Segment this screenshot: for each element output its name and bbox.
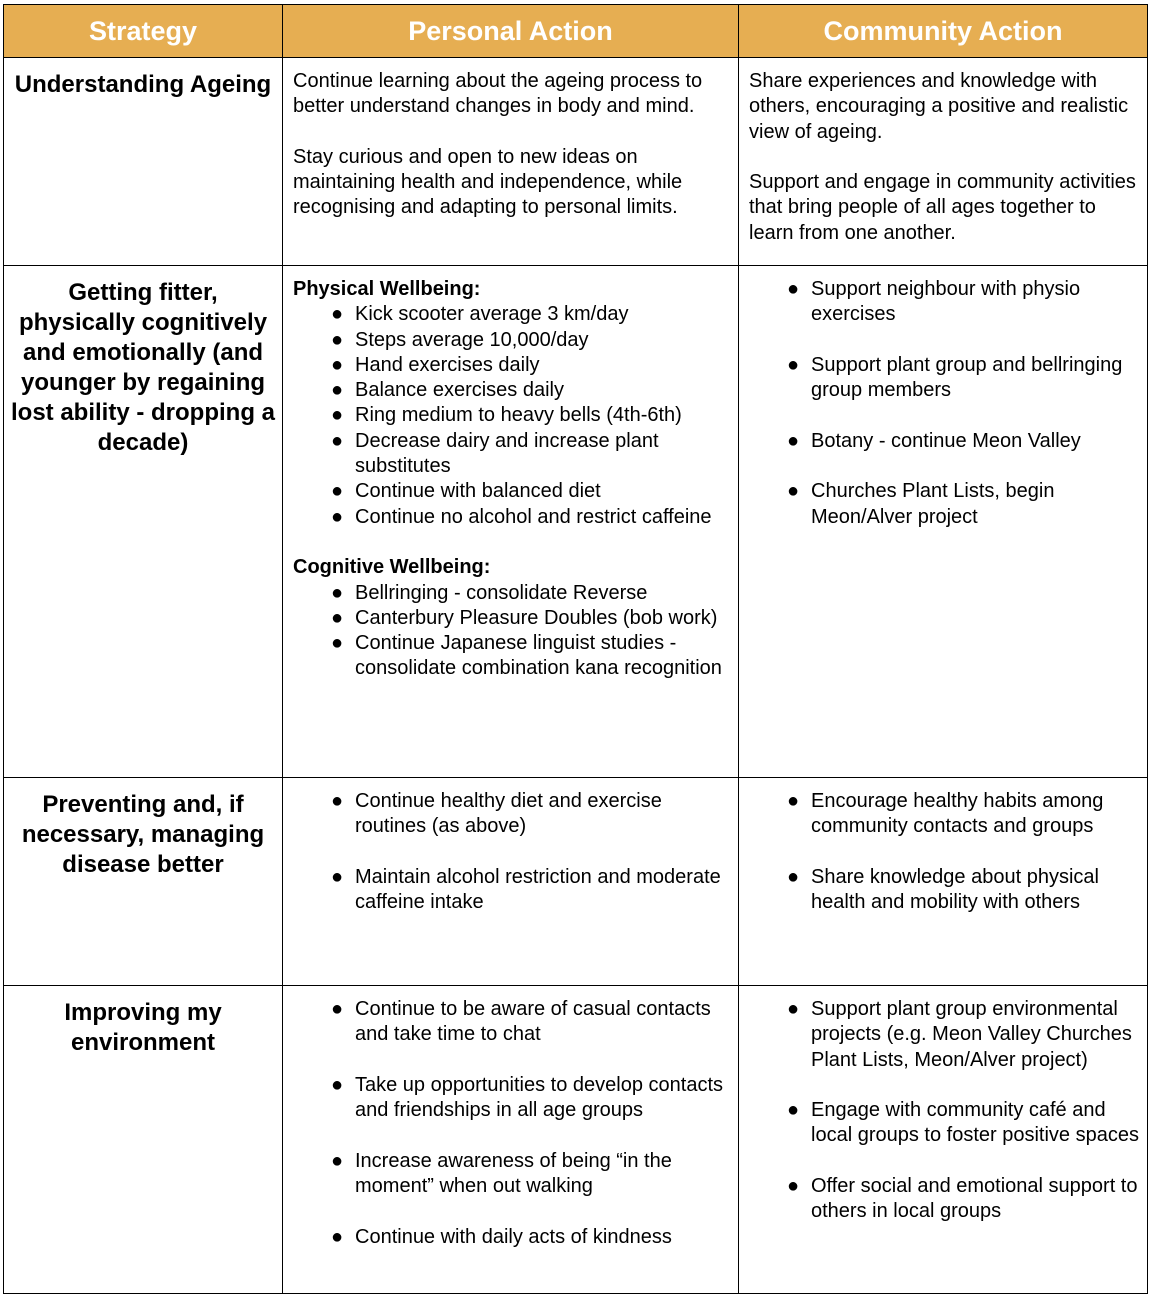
community-list [749, 997, 1139, 1225]
list-item-text: Churches Plant Lists, begin Meon/Alver project [811, 480, 1055, 528]
list-item-text: Share knowledge about physical health and mobility with others [811, 865, 1099, 914]
bullet-icon: ● [331, 1149, 344, 1172]
list-item [293, 1073, 730, 1124]
community-action-cell [739, 266, 1148, 778]
list-item [749, 865, 1139, 916]
list-item [293, 302, 730, 327]
list-item-text: Steps average 10,000/day [355, 328, 589, 351]
list-item-text: Canterbury Pleasure Doubles (bob work) [355, 606, 718, 629]
bullet-icon: ● [331, 353, 344, 376]
cognitive-wellbeing-heading: Cognitive Wellbeing: [293, 556, 491, 579]
community-list [749, 789, 1139, 915]
bullet-icon: ● [331, 328, 344, 351]
list-item [293, 505, 730, 530]
strategy-cell: Getting fitter, physically cognitively and emotionally (and younger by regaining lost ability - dropping a decade) [4, 266, 283, 778]
bullet-icon: ● [331, 480, 344, 503]
header-strategy: Strategy [4, 5, 283, 58]
table-row-understanding-ageing [4, 58, 1148, 266]
list-item-text: Support plant group environmental projects (e.g. Meon Valley Churches Plant Lists, Meon/Alver project) [811, 998, 1132, 1071]
list-item [293, 378, 730, 403]
bullet-icon: ● [331, 998, 344, 1020]
table-row-improving-environment [4, 986, 1148, 1294]
bullet-icon: ● [331, 1073, 344, 1096]
paragraph: Support and engage in community activities that bring people of all ages together to learn from one another. [749, 171, 1136, 244]
bullet-icon: ● [787, 480, 800, 503]
bullet-icon: ● [787, 353, 800, 376]
list-item-text: Continue healthy diet and exercise routines (as above) [355, 790, 662, 838]
personal-action-cell [283, 58, 739, 266]
list-item [293, 479, 730, 504]
list-item [293, 353, 730, 378]
bullet-icon: ● [787, 790, 800, 812]
bullet-icon: ● [331, 379, 344, 402]
list-item-text: Encourage healthy habits among community contacts and groups [811, 790, 1104, 838]
table-row-preventing-disease [4, 778, 1148, 986]
table-row-getting-fitter [4, 266, 1148, 778]
bullet-icon: ● [331, 303, 344, 326]
list-item [293, 789, 730, 840]
list-item [749, 429, 1139, 454]
personal-action-cell [283, 778, 739, 986]
list-item-text: Continue Japanese linguist studies - consolidate combination kana recognition [355, 632, 722, 680]
bullet-icon: ● [331, 505, 344, 528]
strategy-cell: Preventing and, if necessary, managing disease better [4, 778, 283, 986]
list-item-text: Offer social and emotional support to others in local groups [811, 1175, 1138, 1223]
paragraph: Continue learning about the ageing process to better understand changes in body and mind. [293, 70, 703, 118]
list-item-text: Continue no alcohol and restrict caffeine [355, 505, 712, 528]
bullet-icon: ● [787, 1099, 800, 1122]
bullet-icon: ● [331, 429, 344, 452]
list-item [293, 328, 730, 353]
list-item-text: Decrease dairy and increase plant substitutes [355, 429, 659, 478]
list-item [293, 429, 730, 480]
bullet-icon: ● [787, 278, 800, 300]
paragraph: Share experiences and knowledge with others, encouraging a positive and realistic view of ageing. [749, 70, 1129, 143]
list-item-text: Hand exercises daily [355, 353, 540, 376]
strategy-table [3, 4, 1148, 1294]
list-item [749, 1098, 1139, 1149]
personal-list [293, 789, 730, 915]
list-item-text: Continue with balanced diet [355, 480, 601, 503]
strategy-cell: Understanding Ageing [4, 58, 283, 266]
cognitive-wellbeing-list [293, 581, 730, 682]
header-personal-action: Personal Action [283, 5, 739, 58]
list-item [293, 997, 730, 1048]
community-action-cell [739, 58, 1148, 266]
list-item [293, 403, 730, 428]
list-item-text: Balance exercises daily [355, 379, 564, 402]
list-item-text: Support neighbour with physio exercises [811, 278, 1081, 326]
bullet-icon: ● [331, 790, 344, 812]
list-item-text: Increase awareness of being “in the moment” when out walking [355, 1149, 672, 1198]
physical-wellbeing-list [293, 302, 730, 530]
list-item [749, 789, 1139, 840]
header-row [4, 5, 1148, 58]
bullet-icon: ● [787, 865, 800, 888]
list-item [749, 479, 1139, 530]
list-item-text: Engage with community café and local groups to foster positive spaces [811, 1099, 1139, 1147]
header-community-action: Community Action [739, 5, 1148, 58]
list-item [293, 1149, 730, 1200]
bullet-icon: ● [331, 1225, 344, 1248]
personal-action-cell [283, 986, 739, 1294]
physical-wellbeing-heading: Physical Wellbeing: [293, 278, 481, 300]
bullet-icon: ● [331, 581, 344, 604]
list-item [749, 997, 1139, 1073]
bullet-icon: ● [787, 1175, 800, 1198]
list-item-text: Botany - continue Meon Valley [811, 429, 1081, 452]
list-item-text: Bellringing - consolidate Reverse [355, 581, 648, 604]
bullet-icon: ● [331, 865, 344, 888]
list-item-text: Support plant group and bellringing group members [811, 353, 1123, 402]
list-item [749, 1174, 1139, 1225]
bullet-icon: ● [331, 632, 344, 655]
bullet-icon: ● [331, 606, 344, 629]
bullet-icon: ● [787, 429, 800, 452]
list-item [749, 353, 1139, 404]
list-item [293, 606, 730, 631]
community-action-cell [739, 778, 1148, 986]
list-item [293, 581, 730, 606]
list-item-text: Take up opportunities to develop contacts and friendships in all age groups [355, 1073, 724, 1122]
strategy-cell: Improving my environment [4, 986, 283, 1294]
list-item [293, 865, 730, 916]
list-item-text: Continue with daily acts of kindness [355, 1225, 672, 1248]
list-item-text: Maintain alcohol restriction and moderate caffeine intake [355, 865, 721, 914]
list-item-text: Ring medium to heavy bells (4th-6th) [355, 404, 682, 427]
personal-list [293, 997, 730, 1250]
list-item [749, 277, 1139, 328]
bullet-icon: ● [787, 998, 800, 1020]
community-action-cell [739, 986, 1148, 1294]
list-item [293, 631, 730, 682]
list-item-text: Kick scooter average 3 km/day [355, 303, 629, 326]
personal-action-cell [283, 266, 739, 778]
paragraph: Stay curious and open to new ideas on maintaining health and independence, while recognising and adapting to personal limits. [293, 145, 683, 219]
community-list [749, 277, 1139, 530]
list-item-text: Continue to be aware of casual contacts and take time to chat [355, 998, 711, 1046]
bullet-icon: ● [331, 404, 344, 427]
list-item [293, 1225, 730, 1250]
